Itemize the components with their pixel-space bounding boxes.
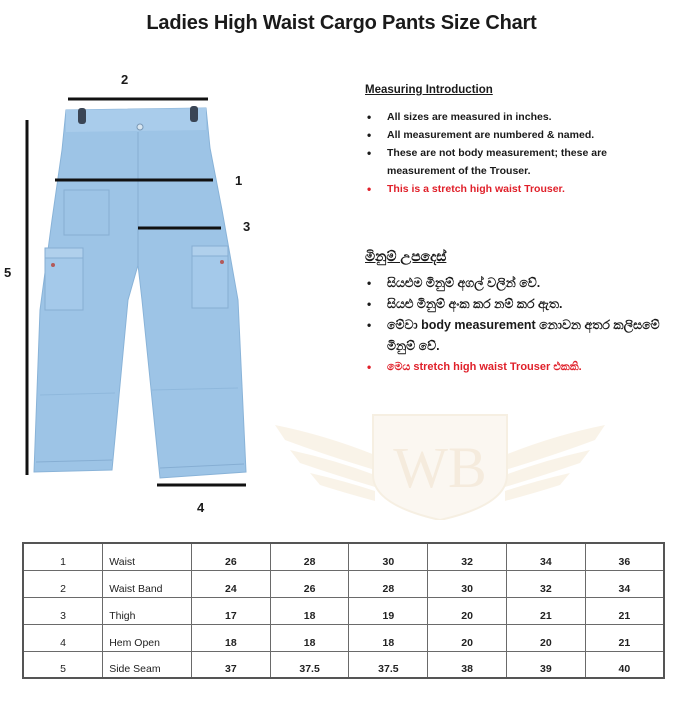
size-value: 32	[428, 543, 507, 570]
size-value: 18	[270, 624, 349, 651]
page-title: Ladies High Waist Cargo Pants Size Chart	[146, 12, 537, 34]
thigh-label: 3	[243, 219, 251, 234]
size-value: 20	[506, 624, 585, 651]
measurement-name: Waist	[103, 543, 192, 570]
size-value: 38	[428, 651, 507, 678]
measuring-introduction-list	[365, 108, 665, 198]
table-row	[23, 570, 664, 597]
size-value: 19	[349, 597, 428, 624]
measurement-number: 4	[23, 624, 103, 651]
size-value: 39	[506, 651, 585, 678]
size-value: 32	[506, 570, 585, 597]
instruction-item: • සියළුම මිනුම් අගල් වලින් වේ.	[365, 273, 665, 294]
size-value: 28	[270, 543, 349, 570]
measurement-number: 1	[23, 543, 103, 570]
measurement-name: Waist Band	[103, 570, 192, 597]
waist-band-label: 2	[121, 72, 129, 87]
measuring-introduction-panel	[365, 84, 665, 198]
size-value: 30	[349, 543, 428, 570]
waist-label: 1	[235, 173, 243, 188]
size-value: 24	[191, 570, 270, 597]
size-value: 37.5	[349, 651, 428, 678]
measurement-name: Hem Open	[103, 624, 192, 651]
instruction-item: • සියළු මිනුම් අංක කර නම් කර ඇත.	[365, 294, 665, 315]
table-row	[23, 543, 664, 570]
size-value: 40	[585, 651, 664, 678]
hem-open-label: 4	[197, 500, 205, 515]
size-value: 18	[270, 597, 349, 624]
instruction-item-highlight: • මෙය stretch high waist Trouser එකකි.	[365, 357, 665, 378]
instruction-item: • These are not body measurement; these are measurement of the Trouser.	[365, 144, 665, 180]
sinhala-instructions-panel	[365, 248, 665, 378]
measurement-number: 5	[23, 651, 103, 678]
instruction-item: • All sizes are measured in inches.	[365, 108, 665, 126]
measurement-number: 2	[23, 570, 103, 597]
size-value: 34	[585, 570, 664, 597]
instruction-item-highlight: • This is a stretch high waist Trouser.	[365, 180, 665, 198]
table-row	[23, 624, 664, 651]
size-value: 18	[191, 624, 270, 651]
svg-text:WB: WB	[393, 435, 487, 500]
measurement-name: Side Seam	[103, 651, 192, 678]
size-value: 21	[585, 624, 664, 651]
size-value: 21	[506, 597, 585, 624]
side-seam-label: 5	[4, 265, 12, 280]
watermark-logo	[255, 395, 625, 520]
winged-shield-icon	[255, 395, 625, 520]
table-row	[23, 651, 664, 678]
size-value: 21	[585, 597, 664, 624]
size-value: 20	[428, 624, 507, 651]
measuring-introduction-heading: Measuring Introduction	[365, 84, 493, 96]
instruction-item: • All measurement are numbered & named.	[365, 126, 665, 144]
size-value: 28	[349, 570, 428, 597]
measurement-number: 3	[23, 597, 103, 624]
size-value: 34	[506, 543, 585, 570]
size-value: 37.5	[270, 651, 349, 678]
size-value: 18	[349, 624, 428, 651]
size-value: 36	[585, 543, 664, 570]
size-value: 26	[270, 570, 349, 597]
size-value: 26	[191, 543, 270, 570]
size-chart-table	[22, 542, 665, 679]
size-value: 37	[191, 651, 270, 678]
measurement-name: Thigh	[103, 597, 192, 624]
sinhala-instructions-list	[365, 273, 665, 378]
pants-icon	[34, 106, 246, 478]
instruction-item: • මේවා body measurement නොවන අතර කලිසමේ මිනුම් වේ.	[365, 315, 665, 357]
size-value: 17	[191, 597, 270, 624]
size-value: 20	[428, 597, 507, 624]
size-value: 30	[428, 570, 507, 597]
table-row	[23, 597, 664, 624]
sinhala-instructions-heading: මිනුම් උපදෙස්	[365, 248, 447, 264]
